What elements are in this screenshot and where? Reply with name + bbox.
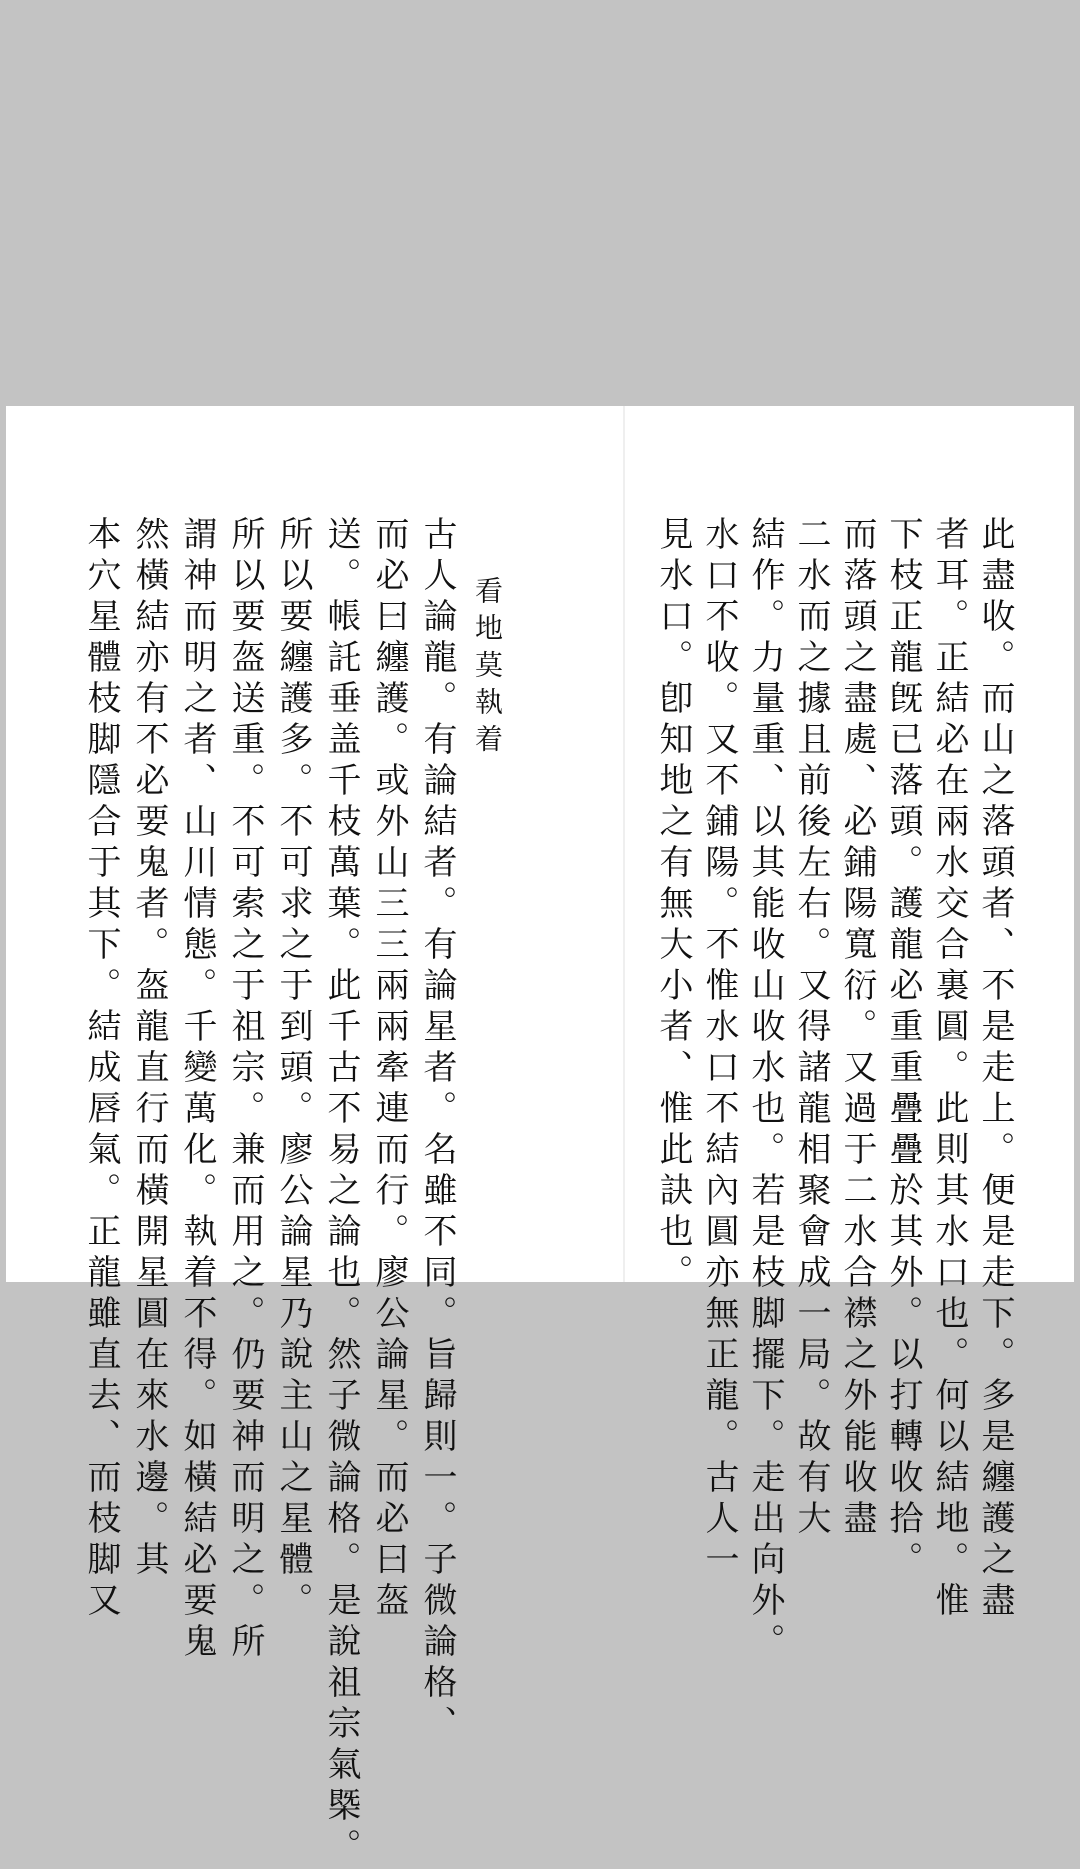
book-spread xyxy=(6,406,1074,1869)
text-column: 二水而之據且前後左右。又得諸龍相聚會成一局。故有大 xyxy=(791,516,831,1541)
text-column: 而落頭之盡處、必鋪陽寬衍。又過于二水合襟之外能收盡 xyxy=(837,516,877,1541)
left-page xyxy=(6,406,623,1869)
text-column: 謂神而明之者、山川情態。千變萬化。執着不得。如橫結必要鬼 xyxy=(177,516,217,1664)
text-column: 此盡收。而山之落頭者、不是走上。便是走下。多是纏護之盡 xyxy=(975,516,1015,1623)
text-column: 者耳。正結必在兩水交合裏圓。此則其水口也。何以結地。惟 xyxy=(929,516,969,1623)
text-column: 本穴星體枝脚隱合于其下。結成唇氣。正龍雖直去、而枝脚又 xyxy=(81,516,121,1623)
text-column: 然橫結亦有不必要鬼者。盔龍直行而橫開星圓在來水邊。其 xyxy=(129,516,169,1582)
text-column: 所以要纏護多。不可求之于到頭。廖公論星乃說主山之星體。 xyxy=(273,516,313,1623)
text-column: 所以要盔送重。不可索之于祖宗。兼而用之。仍要神而明之。所 xyxy=(225,516,265,1664)
section-title: 看地莫執着 xyxy=(471,576,504,761)
right-page xyxy=(625,406,1074,1664)
text-column: 水口不收。又不鋪陽。不惟水口不結內圓亦無正龍。古人一 xyxy=(699,516,739,1582)
text-column: 送。帳託垂盖千枝萬葉。此千古不易之論也。然子微論格。是說祖宗氣槩。 xyxy=(321,516,361,1869)
text-column: 古人論龍。有論結者。有論星者。名雖不同。旨歸則一。子微論格、 xyxy=(417,516,457,1746)
text-column: 結作。力量重、以其能收山收水也。若是枝脚擺下。走出向外。 xyxy=(745,516,785,1664)
text-column: 下枝正龍旣已落頭。護龍必重重疊疊於其外。以打轉收拾。 xyxy=(883,516,923,1582)
text-column: 而必曰纏護。或外山三三兩兩牽連而行。廖公論星。而必曰盔 xyxy=(369,516,409,1623)
text-column: 見水口。卽知地之有無大小者、惟此訣也。 xyxy=(653,516,693,1295)
